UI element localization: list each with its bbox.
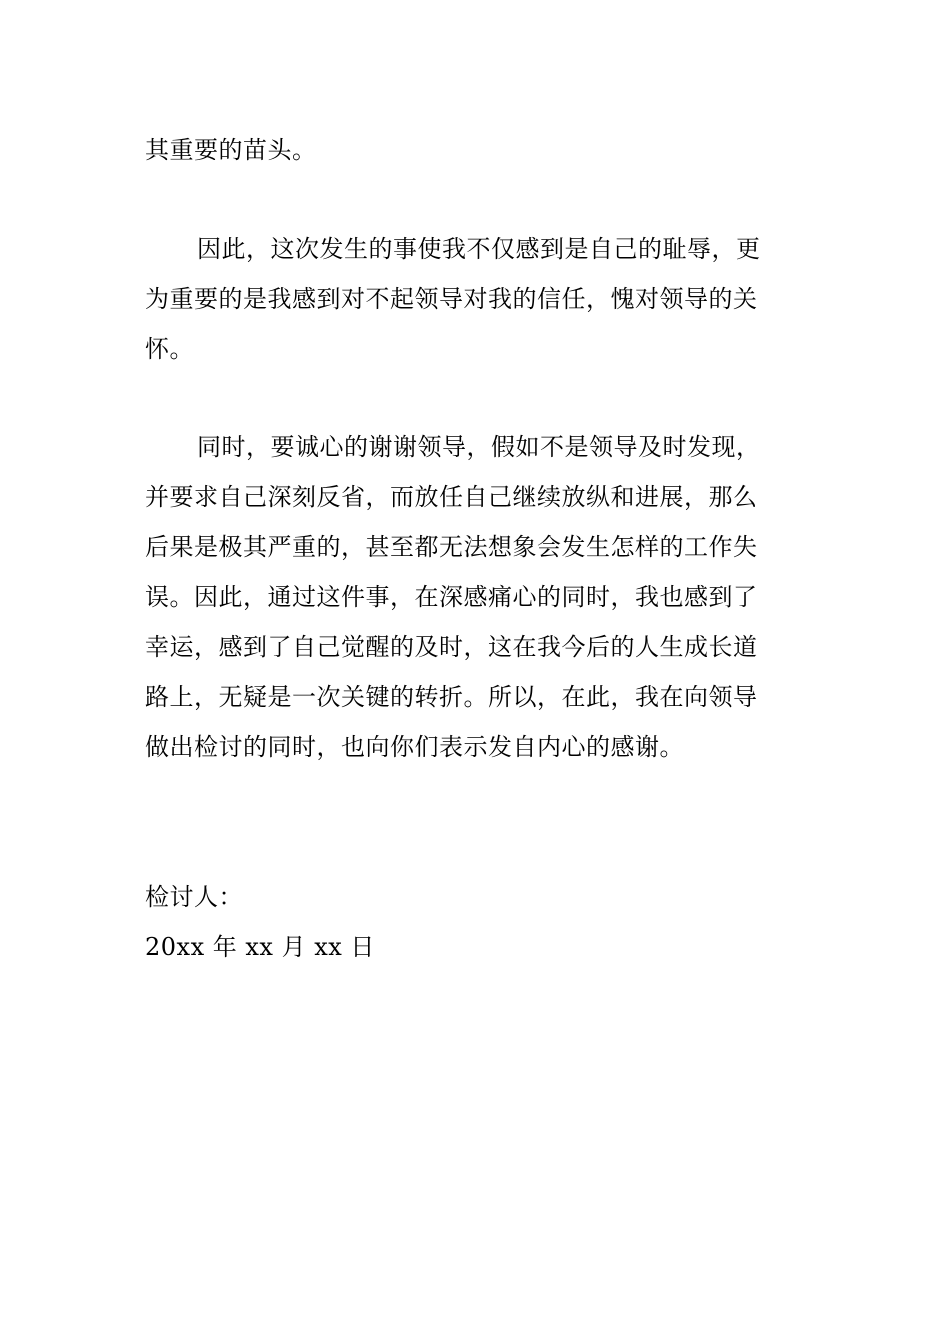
paragraph-line: 后果是极其严重的，甚至都无法想象会发生怎样的工作失 <box>145 533 758 561</box>
paragraph-line: 误。因此，通过这件事，在深感痛心的同时，我也感到了 <box>145 583 758 611</box>
paragraph-line: 路上，无疑是一次关键的转折。所以，在此，我在向领导 <box>145 683 758 711</box>
signature-date: 20xx 年 xx 月 xx 日 <box>145 933 375 961</box>
paragraph-line: 为重要的是我感到对不起领导对我的信任，愧对领导的关 <box>145 285 758 313</box>
paragraph-line: 因此，这次发生的事使我不仅感到是自己的耻辱，更 <box>197 235 761 263</box>
paragraph-continuation <box>145 125 810 175</box>
paragraph-line: 其重要的苗头。 <box>145 136 317 164</box>
paragraph-line: 并要求自己深刻反省，而放任自己继续放纵和进展，那么 <box>145 483 758 511</box>
paragraph-shame <box>145 224 810 374</box>
paragraph-line: 幸运，感到了自己觉醒的及时，这在我今后的人生成长道 <box>145 633 758 661</box>
paragraph-line: 同时，要诚心的谢谢领导，假如不是领导及时发现， <box>197 433 761 461</box>
paragraph-gratitude <box>145 422 810 772</box>
paragraph-line: 怀。 <box>145 335 194 363</box>
signature-label: 检讨人： <box>145 883 243 911</box>
paragraph-line: 做出检讨的同时，也向你们表示发自内心的感谢。 <box>145 733 684 761</box>
